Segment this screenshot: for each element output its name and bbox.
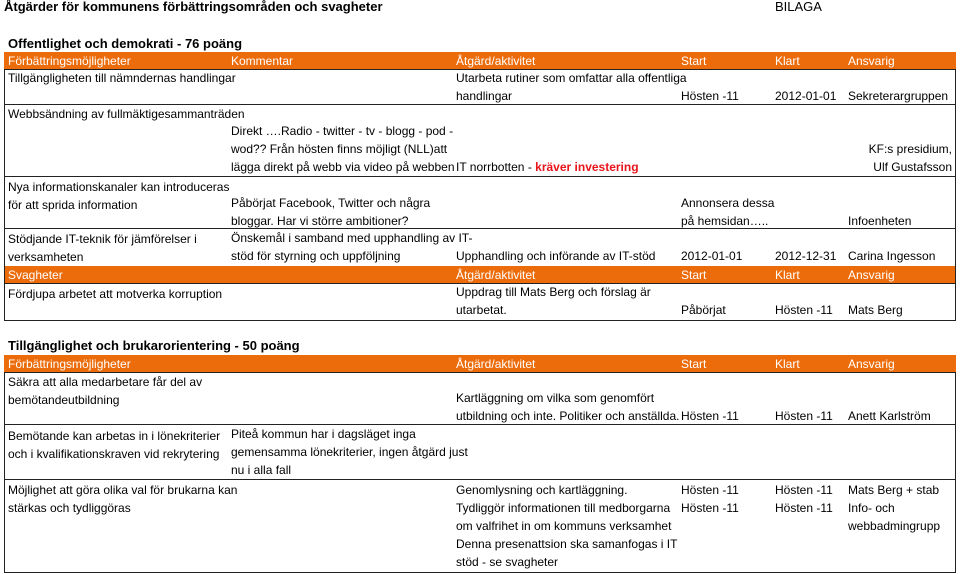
divider	[4, 176, 956, 177]
col-header-fm: Förbättringsmöjligheter	[8, 357, 131, 371]
col-header-start: Start	[681, 54, 707, 68]
table-cell: lägga direkt på webb via video på webben	[231, 160, 455, 174]
svagheter-header-row	[4, 266, 956, 283]
divider	[4, 479, 956, 480]
table-cell: om valfrihet in om kommuns verksamhet	[456, 519, 672, 533]
table-cell: Hösten -11	[775, 501, 833, 515]
document-title: Åtgärder för kommunens förbättringsområden och svagheter	[4, 0, 383, 14]
divider	[4, 283, 956, 284]
col-header-start: Start	[681, 357, 707, 371]
table-cell: Genomlysning och kartläggning.	[456, 483, 628, 497]
section2-title: Tillgänglighet och brukarorientering - 50 poäng	[8, 338, 300, 353]
col-header-klart: Klart	[775, 268, 800, 282]
atgard-text: IT norrbotten -	[456, 160, 536, 174]
table-cell: bloggar. Har vi större ambitioner?	[231, 214, 409, 228]
table-cell: stärkas och tydliggöras	[8, 501, 131, 515]
col-header-kommentar: Kommentar	[231, 54, 294, 68]
divider	[4, 104, 956, 105]
divider	[4, 572, 956, 573]
table-cell: och i kvalifikationskraven vid rekrytering	[8, 447, 220, 461]
col-header-atgard: Åtgärd/aktivitet	[456, 357, 536, 371]
table-cell: gemensamma lönekriterier, ingen åtgärd just	[231, 445, 468, 459]
table-cell: 2012-01-01	[681, 249, 743, 263]
col-header-ansvarig: Ansvarig	[848, 357, 895, 371]
table-cell: Piteå kommun har i dagsläget inga	[231, 427, 416, 441]
table-cell: utarbetat.	[456, 303, 507, 317]
table-cell: Anett Karlström	[848, 409, 931, 423]
divider	[955, 69, 956, 320]
table-cell: handlingar	[456, 89, 513, 103]
table-cell: 2012-12-31	[775, 249, 837, 263]
bilaga-label: BILAGA	[775, 0, 822, 14]
col-header-klart: Klart	[775, 357, 800, 371]
table-cell: Hösten -11	[681, 501, 739, 515]
col-header-ansvarig: Ansvarig	[848, 54, 895, 68]
table-cell: Upphandling och införande av IT-stöd	[456, 249, 656, 263]
table-cell: Direkt ….Radio - twitter - tv - blogg - pod -	[231, 124, 454, 138]
table-cell: KF:s presidium,	[868, 142, 952, 156]
table-cell: Hösten -11	[775, 483, 833, 497]
table-cell: Möjlighet att göra olika val för brukarna kan	[8, 483, 238, 497]
col-header-klart: Klart	[775, 54, 800, 68]
divider	[4, 372, 956, 373]
table-cell: wod?? Från hösten finns möjligt (NLL)att	[231, 142, 448, 156]
table-cell: Webbsändning av fullmäktigesammanträden	[8, 107, 245, 121]
divider	[4, 320, 956, 321]
col-header-fm: Förbättringsmöjligheter	[8, 54, 131, 68]
divider	[4, 228, 956, 229]
table-cell: webbadmingrupp	[848, 519, 941, 533]
table-cell: Denna presenattsion ska samanfogas i IT	[456, 537, 678, 551]
table-cell: Tydliggör informationen till medborgarna	[456, 501, 671, 515]
table-cell: 2012-01-01	[775, 89, 837, 103]
table-cell: Tillgängligheten till nämndernas handlingar	[8, 71, 236, 85]
table-cell: Hösten -11	[681, 409, 739, 423]
table-cell: Nya informationskanaler kan introduceras	[8, 180, 230, 194]
table-cell: nu i alla fall	[231, 463, 292, 477]
table-cell: Hösten -11	[775, 303, 833, 317]
table-cell: Ulf Gustafsson	[873, 160, 952, 174]
table-cell: Uppdrag till Mats Berg och förslag är	[456, 285, 651, 299]
table-cell: Hösten -11	[681, 483, 739, 497]
table-cell	[456, 160, 639, 174]
table-cell: för att sprida information	[8, 198, 138, 212]
divider	[955, 372, 956, 572]
table-cell: Påbörjat	[681, 303, 726, 317]
table-cell: Bemötande kan arbetas in i lönekriterier	[8, 429, 221, 443]
divider	[4, 372, 5, 572]
table-cell: verksamheten	[8, 250, 84, 264]
table-cell: Stödjande IT-teknik för jämförelser i	[8, 232, 197, 246]
table-cell: Mats Berg + stab	[848, 483, 940, 497]
section2-header-row	[4, 355, 956, 372]
table-cell: stöd - se svagheter	[456, 555, 559, 569]
section1-header-row	[4, 52, 956, 69]
table-cell: Utarbeta rutiner som omfattar alla offentliga	[456, 71, 687, 85]
table-cell: Önskemål i samband med upphandling av IT-	[231, 231, 473, 245]
col-header-start: Start	[681, 268, 707, 282]
table-cell: Säkra att alla medarbetare får del av	[8, 375, 203, 389]
table-cell: på hemsidan…..	[681, 214, 769, 228]
table-cell: Hösten -11	[681, 89, 739, 103]
col-header-ansvarig: Ansvarig	[848, 268, 895, 282]
table-cell: Påbörjat Facebook, Twitter och några	[231, 196, 431, 210]
divider	[4, 424, 956, 425]
table-cell: Annonsera dessa	[681, 196, 775, 210]
col-header-atgard: Åtgärd/aktivitet	[456, 268, 536, 282]
table-cell: Sekreterargruppen	[848, 89, 949, 103]
col-header-atgard: Åtgärd/aktivitet	[456, 54, 536, 68]
col-header-svagheter: Svagheter	[8, 268, 63, 282]
divider	[4, 69, 956, 70]
table-cell: Infoenheten	[848, 214, 912, 228]
table-cell: Info- och	[848, 501, 895, 515]
table-cell: utbildning och inte. Politiker och anställda.	[456, 409, 680, 423]
table-cell: Fördjupa arbetet att motverka korruption	[8, 287, 223, 301]
table-cell: bemötandeutbildning	[8, 393, 120, 407]
investment-note: kräver investering	[535, 160, 639, 174]
section1-title: Offentlighet och demokrati - 76 poäng	[8, 36, 243, 51]
divider	[4, 69, 5, 320]
table-cell: Mats Berg	[848, 303, 903, 317]
table-cell: Hösten -11	[775, 409, 833, 423]
table-cell: Carina Ingesson	[848, 249, 936, 263]
table-cell: stöd för styrning och uppföljning	[231, 249, 401, 263]
table-cell: Kartläggning om vilka som genomfört	[456, 391, 655, 405]
